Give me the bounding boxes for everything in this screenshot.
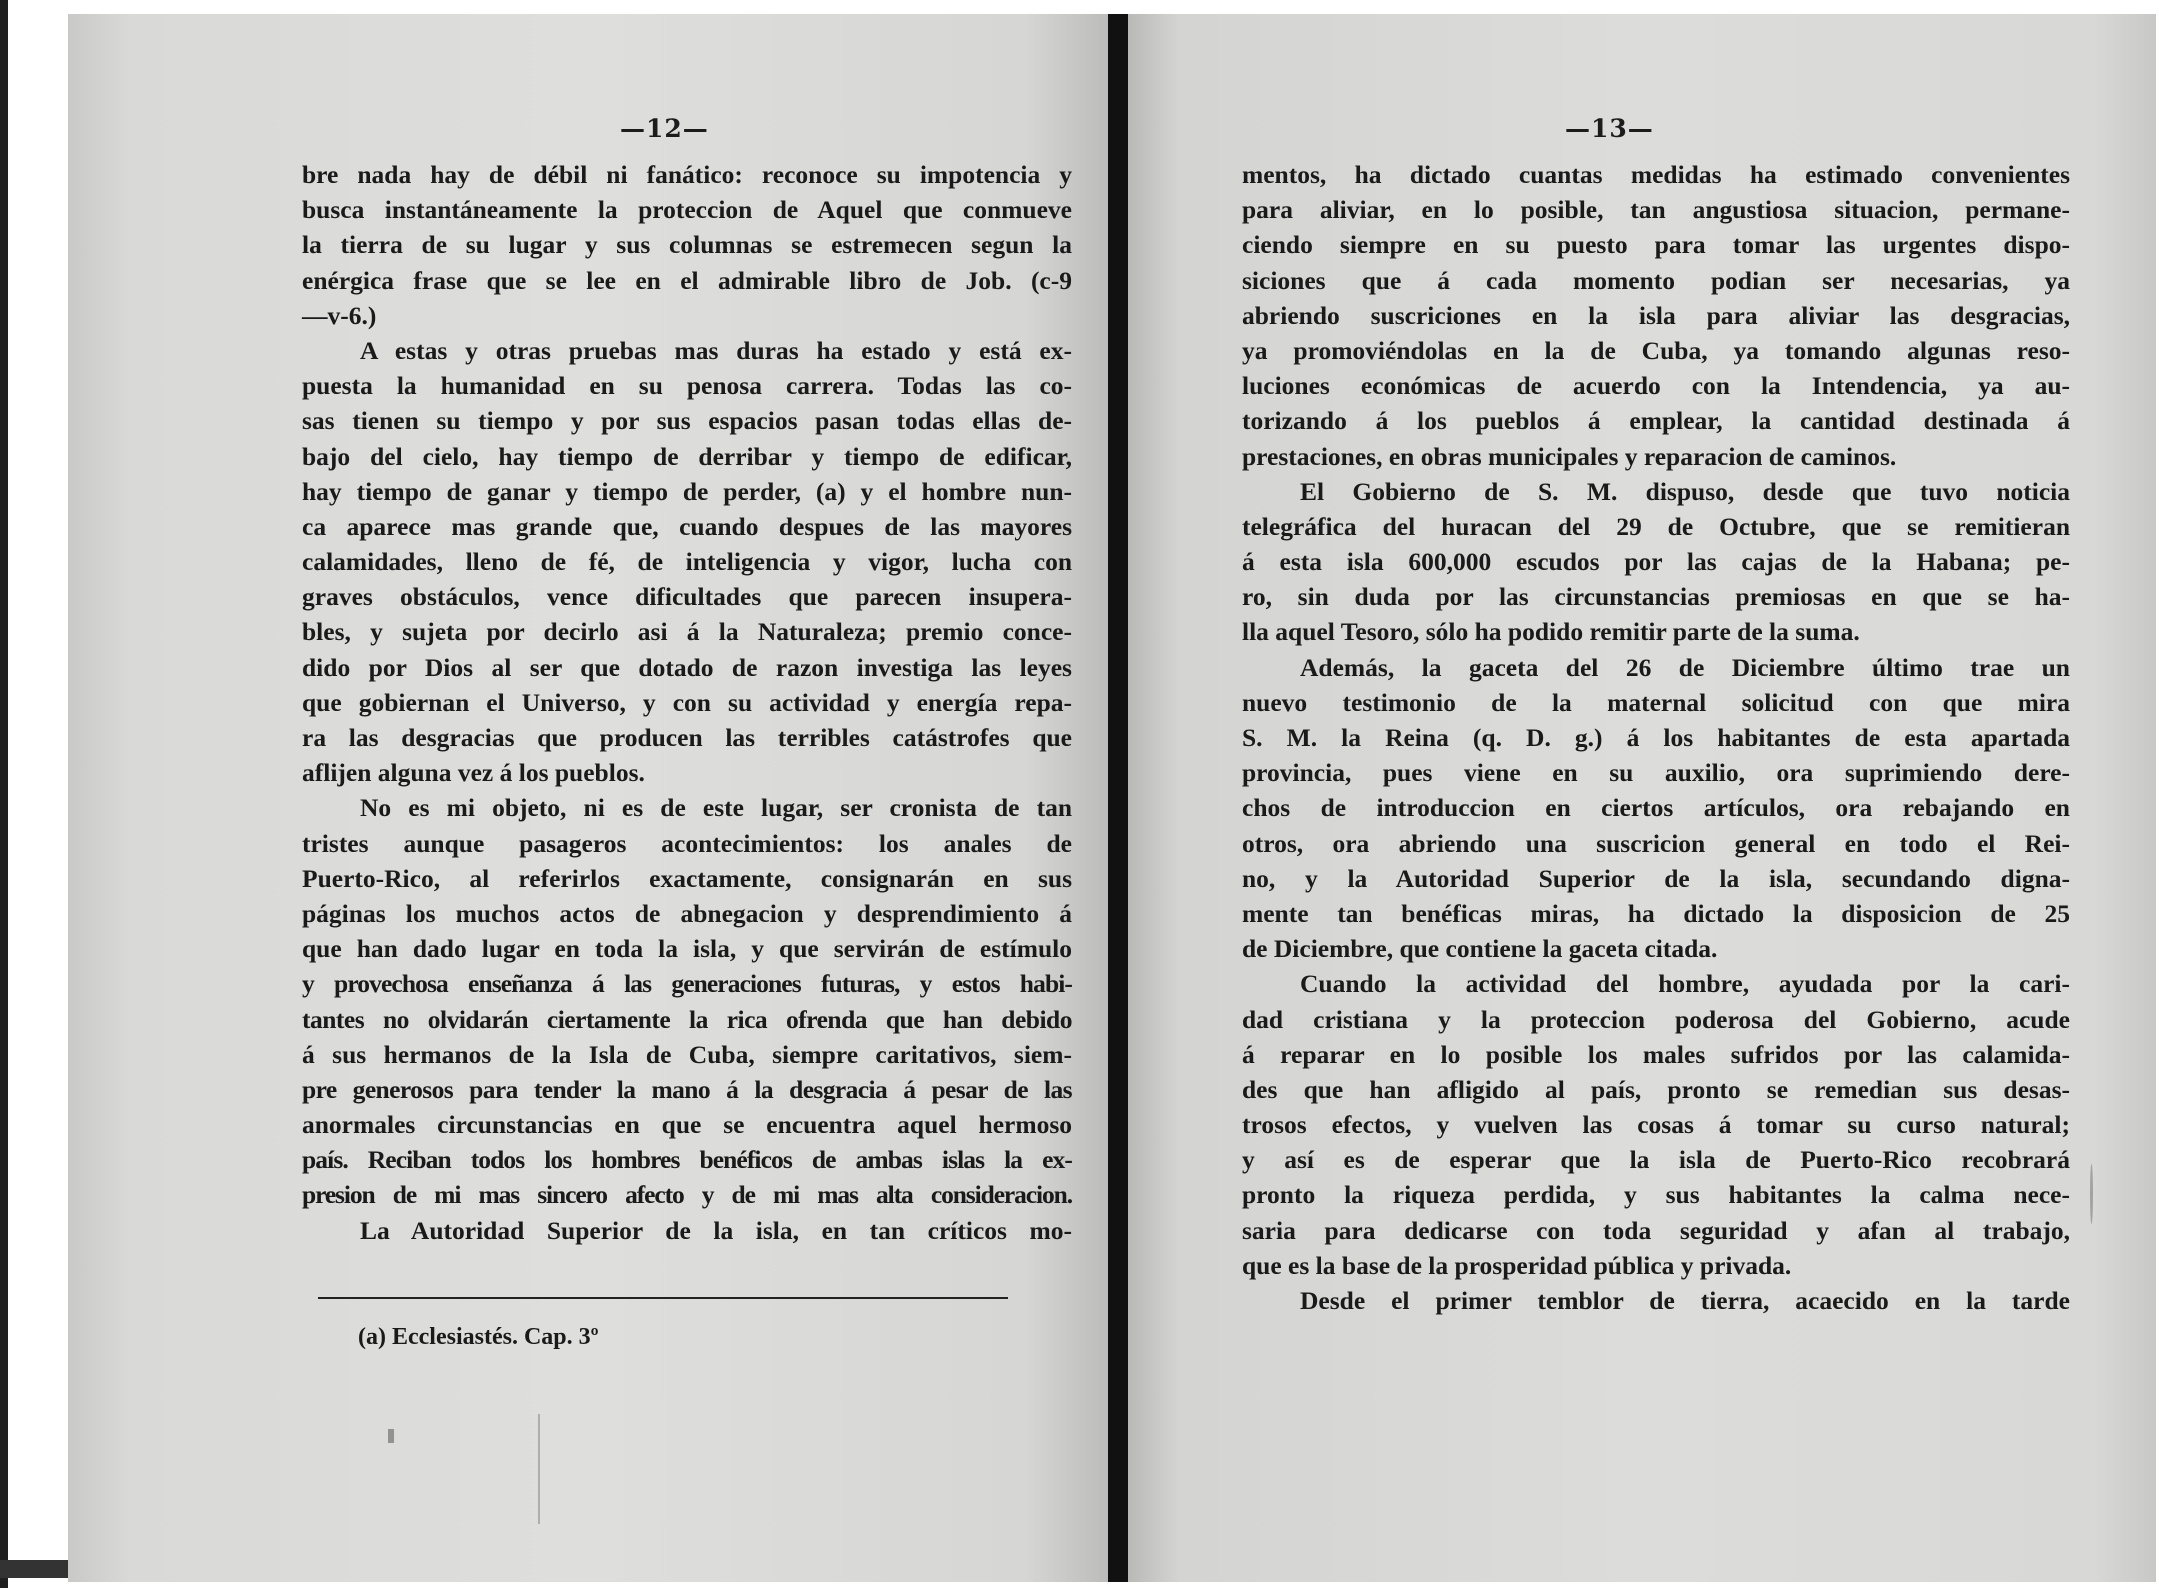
text-line: y así es de esperar que la isla de Puerto-Rico recobrará [1242, 1145, 2070, 1175]
text-line: bre nada hay de débil ni fanático: reconoce su impotencia y [302, 160, 1072, 189]
text-line: dad cristiana y la proteccion poderosa del Gobierno, acude [1242, 1004, 2070, 1034]
text-line: que han dado lugar en toda la isla, y que servirán de estímulo [302, 934, 1072, 964]
text-line: á reparar en lo posible los males sufridos por las calamida- [1242, 1039, 2070, 1069]
left-page [68, 14, 1108, 1582]
text-line: á sus hermanos de la Isla de Cuba, siempre caritativos, siem- [302, 1039, 1072, 1069]
footnote-rule [318, 1297, 1008, 1299]
text-line: lla aquel Tesoro, sólo ha podido remitir parte de la suma. [1242, 617, 1860, 647]
text-line: bajo del cielo, hay tiempo de derribar y tiempo de edificar, [302, 441, 1072, 471]
text-line: des que han afligido al país, pronto se remedian sus desas- [1242, 1074, 2070, 1104]
text-line: pronto la riqueza perdida, y sus habitantes la calma nece- [1242, 1180, 2070, 1210]
text-line: provincia, pues viene en su auxilio, ora suprimiendo dere- [1242, 758, 2070, 788]
text-line: Además, la gaceta del 26 de Diciembre último trae un [1300, 652, 2070, 682]
text-line: enérgica frase que se lee en el admirable libro de Job. (c-9 [302, 265, 1072, 295]
text-line: calamidades, lleno de fé, de inteligencia y vigor, lucha con [302, 547, 1072, 577]
text-line: ro, sin duda por las circunstancias premiosas en que se ha- [1242, 582, 2070, 612]
scan-corner-mark [0, 1560, 68, 1578]
text-line: prestaciones, en obras municipales y reparacion de caminos. [1242, 441, 1897, 471]
text-line: graves obstáculos, vence dificultades que parecen insupera- [302, 582, 1072, 612]
text-line: A estas y otras pruebas mas duras ha estado y está ex- [360, 335, 1072, 365]
text-line: abriendo suscriciones en la isla para aliviar las desgracias, [1242, 300, 2070, 330]
text-line: aflijen alguna vez á los pueblos. [302, 758, 645, 788]
text-line: ya promoviéndolas en la de Cuba, ya tomando algunas reso- [1242, 335, 2070, 365]
text-line: Puerto-Rico, al referirlos exactamente, consignarán en sus [302, 863, 1072, 893]
text-line: tristes aunque pasageros acontecimientos: los anales de [302, 828, 1072, 858]
text-line: puesta la humanidad en su penosa carrera. Todas las co- [302, 371, 1072, 401]
text-line: bles, y sujeta por decirlo asi á la Naturaleza; premio conce- [302, 617, 1072, 647]
text-line: Desde el primer temblor de tierra, acaecido en la tarde [1300, 1286, 2070, 1315]
text-line: trosos efectos, y vuelven las cosas á tomar su curso natural; [1242, 1110, 2070, 1140]
text-line: S. M. la Reina (q. D. g.) á los habitantes de esta apartada [1242, 723, 2070, 752]
left-page-body [302, 157, 1072, 1248]
book-gutter [1108, 14, 1128, 1582]
scan-left-edge [0, 0, 8, 1588]
text-line: hay tiempo de ganar y tiempo de perder, (a) y el hombre nun- [302, 476, 1072, 506]
text-line: El Gobierno de S. M. dispuso, desde que tuvo noticia [1300, 476, 2070, 506]
text-line: á esta isla 600,000 escudos por las cajas de la Habana; pe- [1242, 547, 2070, 577]
text-line: —v-6.) [302, 300, 377, 330]
scan-smudge [388, 1429, 394, 1443]
text-line: telegráfica del huracan del 29 de Octubre, que se remitieran [1242, 511, 2070, 541]
text-line: tantes no olvidarán ciertamente la rica ofrenda que han debido [302, 1004, 1072, 1034]
text-line: páginas los muchos actos de abnegacion y desprendimiento á [302, 898, 1072, 928]
text-line: no, y la Autoridad Superior de la isla, secundando digna- [1242, 863, 2070, 893]
text-line: pre generosos para tender la mano á la desgracia á pesar de las [302, 1074, 1072, 1104]
text-line: otros, ora abriendo una suscricion general en todo el Rei- [1242, 828, 2070, 858]
text-line: Cuando la actividad del hombre, ayudada por la cari- [1300, 969, 2070, 999]
right-page [1128, 14, 2156, 1582]
text-line: anormales circunstancias en que se encuentra aquel hermoso [302, 1110, 1072, 1140]
footnote: (a) Ecclesiastés. Cap. 3º [358, 1324, 599, 1350]
text-line: La Autoridad Superior de la isla, en tan críticos mo- [360, 1215, 1072, 1245]
text-line: mentos, ha dictado cuantas medidas ha estimado convenientes [1242, 160, 2070, 189]
scan-smudge [2090, 1164, 2093, 1224]
text-line: ca aparece mas grande que, cuando despues de las mayores [302, 511, 1072, 541]
text-line: mente tan benéficas miras, ha dictado la disposicion de 25 [1242, 898, 2070, 928]
text-line: luciones económicas de acuerdo con la Intendencia, ya au- [1242, 371, 2070, 401]
text-line: de Diciembre, que contiene la gaceta citada. [1242, 934, 1718, 964]
text-line: presion de mi mas sincero afecto y de mi mas alta consideracion. [302, 1180, 1072, 1210]
text-line: que gobiernan el Universo, y con su actividad y energía repa- [302, 687, 1072, 717]
text-line: la tierra de su lugar y sus columnas se estremecen segun la [302, 230, 1072, 260]
text-line: torizando á los pueblos á emplear, la cantidad destinada á [1242, 406, 2070, 436]
text-line: y provechosa enseñanza á las generaciones futuras, y estos habi- [302, 969, 1072, 999]
scan-smudge [538, 1414, 540, 1524]
left-page-number: —12— [620, 114, 709, 143]
text-line: ciendo siempre en su puesto para tomar las urgentes dispo- [1242, 230, 2070, 260]
text-line: sas tienen su tiempo y por sus espacios pasan todas ellas de- [302, 406, 1072, 436]
text-line: chos de introduccion en ciertos artículos, ora rebajando en [1242, 793, 2070, 823]
text-line: No es mi objeto, ni es de este lugar, ser cronista de tan [360, 793, 1072, 823]
text-line: que es la base de la prosperidad pública y privada. [1242, 1250, 1792, 1280]
text-line: ra las desgracias que producen las terribles catástrofes que [302, 723, 1072, 752]
text-line: dido por Dios al ser que dotado de razon investiga las leyes [302, 652, 1072, 682]
right-page-body [1242, 157, 2070, 1318]
text-line: nuevo testimonio de la maternal solicitud con que mira [1242, 687, 2070, 717]
text-line: para aliviar, en lo posible, tan angustiosa situacion, permane- [1242, 195, 2070, 225]
text-line: siciones que á cada momento podian ser necesarias, ya [1242, 265, 2070, 295]
text-line: saria para dedicarse con toda seguridad y afan al trabajo, [1242, 1215, 2070, 1245]
text-line: busca instantáneamente la proteccion de Aquel que conmueve [302, 195, 1072, 225]
right-page-number: —13— [1565, 114, 1654, 143]
text-line: país. Reciban todos los hombres benéficos de ambas islas la ex- [302, 1145, 1072, 1175]
